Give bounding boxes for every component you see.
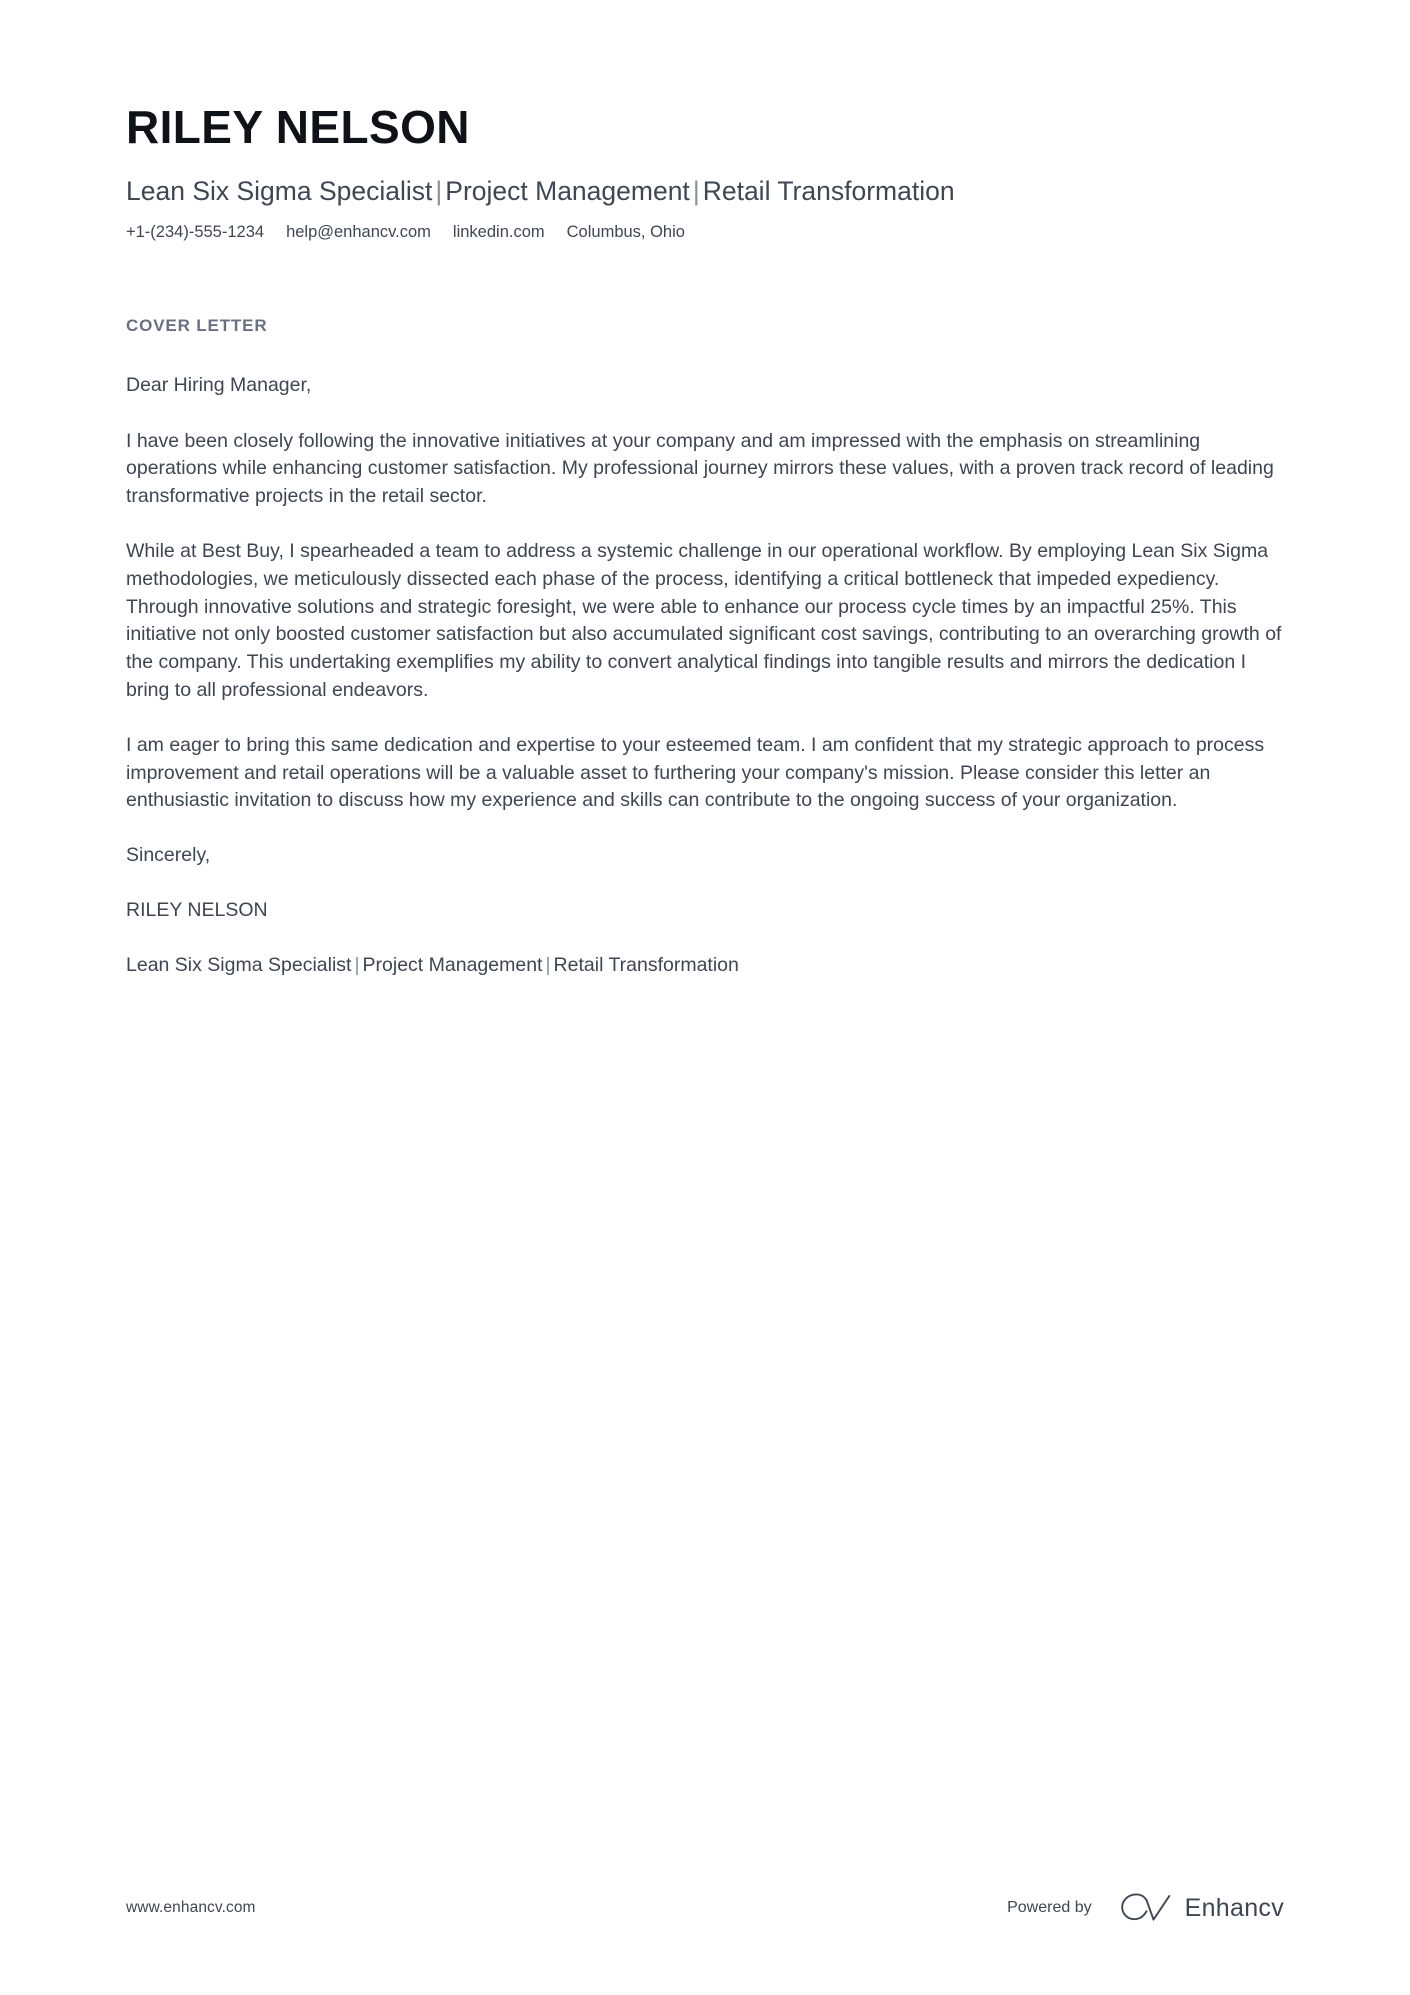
letter-paragraph-2: While at Best Buy, I spearheaded a team to address a systemic challenge in our operational workflow. By employing Lean Six Sigma methodologies, we meticulously dissected each phase of the process, identifying a critical bottleneck that impeded expediency. Through innovative solutions and strategic foresight, we were able to enhance our process cycle times by an impactful 25%. This initiative not only boosted customer satisfaction but also accumulated significant cost savings, contributing to an overarching growth of the company. This undertaking exemplifies my ability to convert analytical findings into tangible results and mirrors the dedication I bring to all professional endeavors. <box>126 540 1282 701</box>
page-footer <box>126 1893 1284 1923</box>
headline-part-1: Lean Six Sigma Specialist <box>126 176 433 206</box>
signature-title-part-2: Project Management <box>362 953 543 976</box>
letter-body <box>126 372 1284 980</box>
headline-separator-2: | <box>692 176 700 206</box>
letter-signoff: Sincerely, <box>126 844 211 867</box>
signature-title-part-3: Retail Transformation <box>553 953 739 976</box>
enhancv-logo-icon <box>1120 1893 1172 1923</box>
document-header <box>126 0 1284 244</box>
letter-signature-title <box>126 952 1284 980</box>
powered-by-block <box>1007 1893 1284 1923</box>
enhancv-brand-name: Enhancv <box>1184 1893 1284 1922</box>
candidate-headline <box>126 176 1284 206</box>
headline-separator-1: | <box>435 176 443 206</box>
signature-separator-2: | <box>545 953 551 976</box>
section-title-cover-letter: COVER LETTER <box>126 315 268 335</box>
headline-part-2: Project Management <box>445 176 690 206</box>
letter-paragraph-1: I have been closely following the innovative initiatives at your company and am impressed with the emphasis on streamlining operations while enhancing customer satisfaction. My professional journey mirrors these values, with a proven track record of leading transformative projects in the retail sector. <box>126 429 1274 508</box>
headline-part-3: Retail Transformation <box>702 176 955 206</box>
contact-row <box>126 222 1284 243</box>
enhancv-brand[interactable] <box>1120 1893 1284 1923</box>
powered-by-label: Powered by <box>1007 1899 1092 1916</box>
cover-letter-section <box>126 316 1284 980</box>
contact-email[interactable]: help@enhancv.com <box>286 223 431 242</box>
contact-linkedin[interactable]: linkedin.com <box>452 223 545 242</box>
candidate-name: RILEY NELSON <box>126 101 470 153</box>
letter-greeting: Dear Hiring Manager, <box>126 373 312 396</box>
contact-location: Columbus, Ohio <box>566 223 685 242</box>
signature-separator-1: | <box>354 953 360 976</box>
letter-signature-name: RILEY NELSON <box>126 898 268 921</box>
document-content <box>126 0 1284 979</box>
letter-paragraph-3: I am eager to bring this same dedication and expertise to your esteemed team. I am confident that my strategic approach to process improvement and retail operations will be a valuable asset to furthering your company's mission. Please consider this letter an enthusiastic invitation to discuss how my experience and skills can contribute to the ongoing success of your organization. <box>126 733 1265 812</box>
footer-website-url[interactable]: www.enhancv.com <box>126 1899 256 1916</box>
signature-title-part-1: Lean Six Sigma Specialist <box>126 953 352 976</box>
contact-phone: +1-(234)-555-1234 <box>126 223 265 242</box>
